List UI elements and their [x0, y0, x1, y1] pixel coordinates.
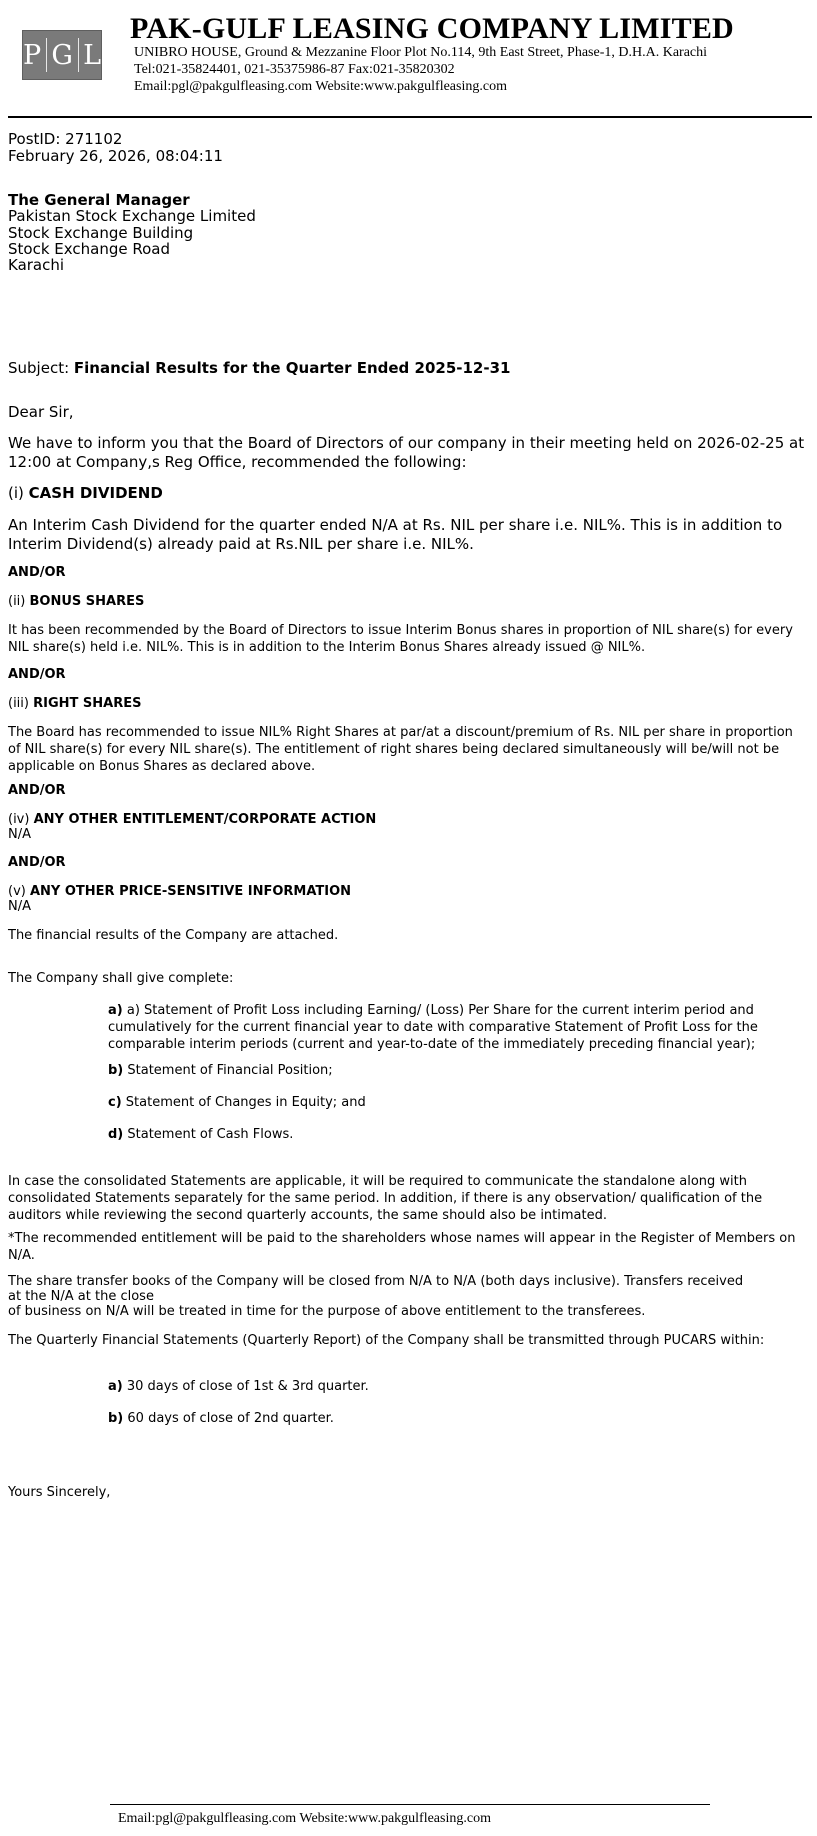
subject-label: Subject: — [8, 359, 70, 377]
and-or-label: AND/OR — [8, 855, 66, 870]
section-title: ANY OTHER PRICE-SENSITIVE INFORMATION — [29, 884, 352, 899]
section-bonus-body: It has been recommended by the Board of Directors to issue Interim Bonus shares in proportion of NIL share(s) for every NIL share(s) held i.e. NIL%. This is in addition to the Interim Bonus Shares already issued @ NIL%. — [8, 623, 793, 655]
statement-item — [108, 1126, 293, 1143]
footer-contact: Email:pgl@pakgulfleasing.com Website:www.pakgulfleasing.com — [118, 1811, 491, 1826]
letterhead — [0, 0, 817, 120]
header-divider — [8, 116, 812, 118]
section-other-body: N/A — [8, 827, 31, 842]
section-title: ANY OTHER ENTITLEMENT/CORPORATE ACTION — [33, 812, 377, 827]
post-datetime: February 26, 2026, 08:04:11 — [8, 147, 223, 165]
salutation: Dear Sir, — [8, 403, 74, 421]
logo-letter-l: L — [83, 39, 101, 71]
deadline-item — [108, 1410, 334, 1427]
section-title: BONUS SHARES — [29, 594, 145, 609]
section-cash-heading — [8, 484, 163, 503]
addressee-line: Karachi — [8, 256, 65, 274]
results-attached: The financial results of the Company are attached. — [8, 928, 339, 943]
and-or-label: AND/OR — [8, 783, 66, 798]
section-other-heading — [8, 811, 376, 828]
pucars-paragraph: The Quarterly Financial Statements (Quarterly Report) of the Company shall be transmitted through PUCARS within: — [8, 1333, 765, 1348]
section-number: (iv) — [8, 812, 30, 827]
statement-item — [108, 1094, 366, 1111]
subject-line — [8, 359, 510, 378]
statement-item — [108, 1062, 333, 1079]
deadline-text: 60 days of close of 2nd quarter. — [127, 1411, 334, 1426]
section-number: (i) — [8, 484, 24, 502]
section-number: (ii) — [8, 594, 26, 609]
deadline-item — [108, 1378, 369, 1395]
and-or-label: AND/OR — [8, 565, 66, 580]
section-title: RIGHT SHARES — [33, 696, 142, 711]
addressee-title: The General Manager — [8, 191, 190, 209]
statement-letter: a) — [108, 1003, 123, 1018]
and-or-label: AND/OR — [8, 667, 66, 682]
logo-letter-g: G — [51, 39, 73, 71]
statement-text: Statement of Financial Position; — [127, 1063, 333, 1078]
transfer-books-line: at the N/A at the close — [8, 1289, 154, 1304]
statement-text: Statement of Changes in Equity; and — [125, 1095, 366, 1110]
section-number: (v) — [8, 884, 26, 899]
company-give-intro: The Company shall give complete: — [8, 971, 234, 986]
company-phone-fax: Tel:021-35824401, 021-35375986-87 Fax:021-35820302 — [134, 62, 455, 77]
section-right-heading — [8, 695, 141, 712]
deadline-text: 30 days of close of 1st & 3rd quarter. — [126, 1379, 369, 1394]
transfer-books-line: of business on N/A will be treated in time for the purpose of above entitlement to the transferees. — [8, 1304, 646, 1319]
subject-text: Financial Results for the Quarter Ended 2025-12-31 — [73, 359, 511, 377]
company-email-website: Email:pgl@pakgulfleasing.com Website:www.pakgulfleasing.com — [134, 79, 507, 94]
statement-letter: b) — [108, 1063, 124, 1078]
addressee-line: Pakistan Stock Exchange Limited — [8, 207, 256, 225]
section-price-body: N/A — [8, 899, 31, 914]
statement-text: Statement of Cash Flows. — [127, 1127, 294, 1142]
statement-item — [108, 1002, 808, 1053]
section-price-heading — [8, 883, 351, 900]
company-address: UNIBRO HOUSE, Ground & Mezzanine Floor Plot No.114, 9th East Street, Phase-1, D.H.A. Karachi — [134, 45, 708, 60]
section-cash-body: An Interim Cash Dividend for the quarter ended N/A at Rs. NIL per share i.e. NIL%. This is in addition to Interim Dividend(s) already paid at Rs.NIL per share i.e. NIL%. — [8, 516, 783, 553]
closing: Yours Sincerely, — [8, 1485, 111, 1500]
section-title: CASH DIVIDEND — [28, 484, 163, 502]
addressee-line: Stock Exchange Road — [8, 240, 170, 258]
transfer-books-line: The share transfer books of the Company will be closed from N/A to N/A (both days inclusive). Transfers received — [8, 1274, 744, 1289]
statement-letter: c) — [108, 1095, 122, 1110]
deadline-letter: b) — [108, 1411, 124, 1426]
post-id: PostID: 271102 — [8, 130, 123, 148]
company-logo — [22, 30, 102, 80]
company-name: PAK-GULF LEASING COMPANY LIMITED — [130, 12, 734, 45]
entitlement-note: *The recommended entitlement will be paid to the shareholders whose names will appear in the Register of Members on N/A. — [8, 1231, 796, 1263]
section-right-body: The Board has recommended to issue NIL% Right Shares at par/at a discount/premium of Rs. NIL per share in proportion of NIL share(s) for every NIL share(s). The entitlement of right shares being declared simultaneously will be/will not be applicable on Bonus Shares as declared above. — [8, 725, 793, 774]
section-bonus-heading — [8, 593, 144, 610]
addressee-line: Stock Exchange Building — [8, 224, 194, 242]
consolidated-paragraph: In case the consolidated Statements are applicable, it will be required to communicate the standalone along with consolidated Statements separately for the same period. In addition, if there is any observation/ qualification of the auditors while reviewing the second quarterly accounts, the same should also be intimated. — [8, 1174, 763, 1223]
footer-divider — [110, 1804, 710, 1805]
logo-letter-p: P — [23, 39, 42, 71]
intro-paragraph: We have to inform you that the Board of Directors of our company in their meeting held on 2026-02-25 at 12:00 at Company,s Reg Office, recommended the following: — [8, 434, 805, 471]
deadline-letter: a) — [108, 1379, 123, 1394]
section-number: (iii) — [8, 696, 29, 711]
statement-text: a) Statement of Profit Loss including Earning/ (Loss) Per Share for the current interim period and cumulatively for the current financial year to date with comparative Statement of Profit Loss for the comparable interim periods (current and year-to-date of the immediately preceding financial year); — [108, 1003, 758, 1052]
statement-letter: d) — [108, 1127, 124, 1142]
